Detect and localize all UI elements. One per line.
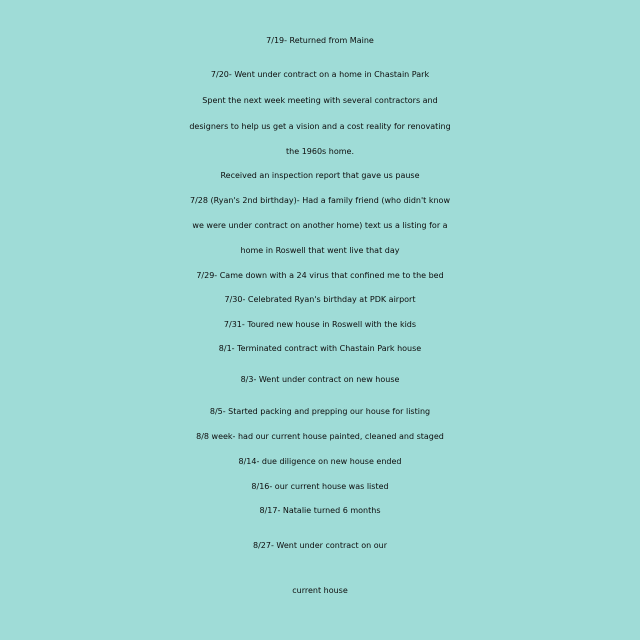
line-due-diligence: 8/14- due diligence on new house ended (238, 457, 402, 466)
line-terminated-contract: 8/1- Terminated contract with Chastain Park house (218, 344, 422, 353)
line-toured-new-house: 7/31- Toured new house in Roswell with the kids (223, 320, 417, 329)
heading-returned-from-maine: 7/19- Returned from Maine (266, 36, 374, 45)
heading-current-house: current house (292, 586, 348, 595)
line-house-listed: 8/16- our current house was listed (251, 482, 389, 491)
line-natalie-6-months: 8/17- Natalie turned 6 months (259, 506, 381, 515)
heading-under-contract-current: 8/27- Went under contract on our (252, 541, 387, 550)
line-virus: 7/29- Came down with a 24 virus that confined me to the bed (196, 271, 444, 280)
line-under-contract-listing: we were under contract on another home) text us a listing for a (192, 221, 448, 230)
line-inspection-report: Received an inspection report that gave us pause (220, 171, 420, 180)
heading-under-contract-new-house: 8/3- Went under contract on new house (240, 375, 400, 384)
line-ryans-birthday-friend: 7/28 (Ryan's 2nd birthday)- Had a family friend (who didn't know (189, 196, 450, 205)
line-1960s-home: the 1960s home. (286, 147, 354, 156)
line-painted-cleaned-staged: 8/8 week- had our current house painted, cleaned and staged (196, 432, 444, 441)
line-home-in-roswell: home in Roswell that went live that day (240, 246, 400, 255)
line-contract-chastain-park: 7/20- Went under contract on a home in Chastain Park (210, 70, 430, 79)
line-meeting-contractors: Spent the next week meeting with several contractors and (202, 96, 438, 105)
line-packing-prepping: 8/5- Started packing and prepping our house for listing (209, 407, 431, 416)
line-pdk-airport: 7/30- Celebrated Ryan's birthday at PDK airport (224, 295, 416, 304)
line-designers-vision: designers to help us get a vision and a cost reality for renovating (189, 122, 451, 131)
